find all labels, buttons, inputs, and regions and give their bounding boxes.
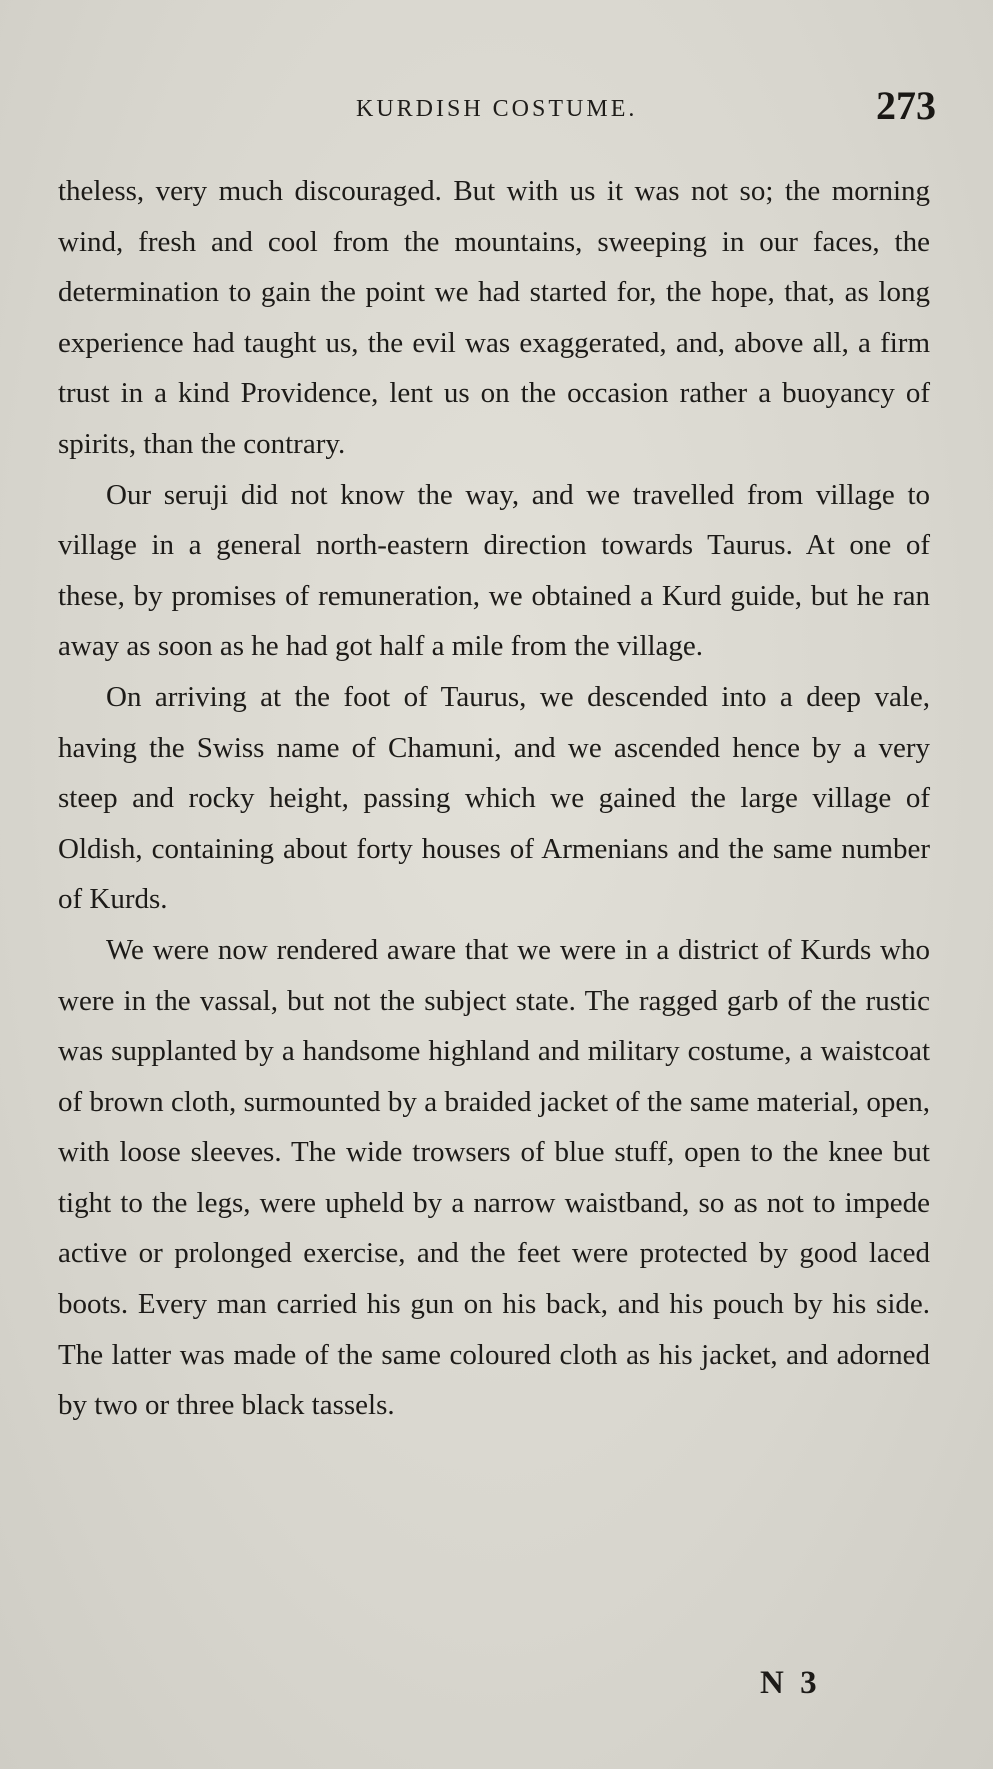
running-head xyxy=(56,82,936,142)
body-text xyxy=(58,166,930,1431)
paragraph: Our seruji did not know the way, and we travelled from village to village in a general north-eastern direction towards Taurus. At one of these, by promises of remuneration, we obtained a Kurd guide, but he ran away as soon as he had got half a mile from the village. xyxy=(58,478,930,663)
page-number: 273 xyxy=(876,83,936,128)
paragraph: On arriving at the foot of Taurus, we descended into a deep vale, having the Swiss name of Chamuni, and we ascended hence by a very steep and rocky height, passing which we gained the large village of Oldish, containing about forty houses of Armenians and the same number of Kurds. xyxy=(58,680,930,916)
paragraph: We were now rendered aware that we were in a district of Kurds who were in the vassal, but not the subject state. The ragged garb of the rustic was supplanted by a handsome highland and military costume, a waistcoat of brown cloth, surmounted by a braided jacket of the same material, open, with loose sleeves. The wide trowsers of blue stuff, open to the knee but tight to the legs, were upheld by a narrow waistband, so as not to impede active or prolonged exercise, and the feet were protected by good laced boots. Every man carried his gun on his back, and his pouch by his side. The latter was made of the same coloured cloth as his jacket, and adorned by two or three black tassels. xyxy=(58,933,930,1422)
running-title: KURDISH COSTUME. xyxy=(356,96,638,122)
paragraph-continuation: theless, very much discouraged. But with us it was not so; the morning wind, fresh and cool from the mountains, sweeping in our faces, the determination to gain the point we had started for, the hope, that, as long experience had taught us, the evil was exaggerated, and, above all, a firm trust in a kind Providence, lent us on the occasion rather a buoyancy of spirits, than the contrary. xyxy=(58,175,930,460)
signature-mark: N 3 xyxy=(760,1665,821,1701)
